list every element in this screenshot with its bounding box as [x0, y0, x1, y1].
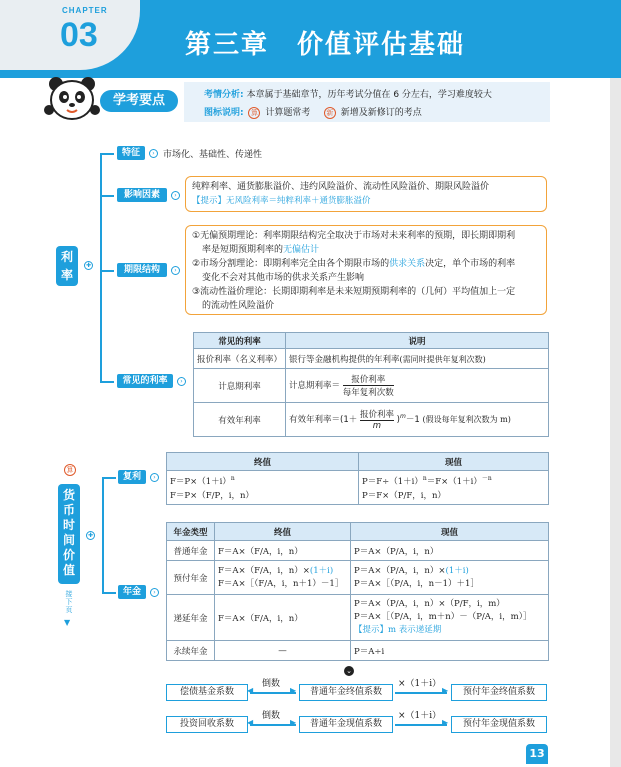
- chapter-number: 03: [60, 16, 98, 54]
- table-row: 报价利率（名义利率） 银行等金融机构提供的年利率(需同时提供年复利次数): [194, 349, 549, 369]
- compound-table: 终值 现值 $F=P\times(1+i)^n$ F＝P×（F/P，i，n） $P=F\div(1+i)^n=F\times(1+i)^{-n}$ P＝F×（P/F，i，n）: [166, 452, 549, 505]
- arrow-right-line: [395, 692, 447, 694]
- arrow-right-icon: ›: [171, 191, 180, 200]
- compound-label: 复利: [118, 470, 146, 484]
- reciprocal-label: 倒数: [262, 711, 281, 721]
- chevron-down-icon: ▼: [64, 618, 71, 627]
- factor-label: 影响因素: [117, 188, 167, 202]
- arrow-right-icon: ›: [150, 473, 159, 482]
- table-row: 计息期利率 计息期利率＝ 报价利率 每年复利次数: [194, 369, 549, 403]
- exam-info-box: [184, 82, 550, 122]
- arrow-right-icon: ›: [171, 266, 180, 275]
- table-row: 预付年金 F＝A×（F/A，i，n）×(1＋i) F＝A×［（F/A，i，n＋1）－1］ P＝A×（P/A，i，n）×(1＋i) P＝A×［（P/A，i，n－1）＋1］: [167, 561, 549, 595]
- ordinary-pv-box: 普通年金现值系数: [299, 716, 393, 733]
- expand-icon: ✚: [87, 532, 94, 539]
- calc-icon: 算: [64, 464, 76, 476]
- page-number: 13: [526, 744, 548, 764]
- table-row: $F=P\times(1+i)^n$ F＝P×（F/P，i，n） $P=F\div(1+i)^n=F\times(1+i)^{-n}$ P＝F×（P/F，i，n）: [167, 471, 549, 505]
- table-row: 递延年金 F＝A×（F/A，i，n） P＝A×（P/A，i，n）×（P/F，i，m） P＝A×［（P/A，i，m＋n）－（P/A，i，m）］ 【提示】m 表示递延期: [167, 595, 549, 641]
- branch-line: [100, 153, 102, 382]
- due-fv-box: 预付年金终值系数: [451, 684, 547, 701]
- annuity-label: 年金: [118, 585, 146, 599]
- capital-recovery-box: 投资回收系数: [166, 716, 248, 733]
- multiply-label: ×（1＋i）: [398, 711, 442, 721]
- new-icon: 新: [324, 107, 336, 119]
- exam-points-badge: 学考要点: [100, 90, 178, 112]
- table-row: 有效年利率 有效年利率＝(1＋ 报价利率 m )$^m$－1 (假设每年复利次数为 m): [194, 403, 549, 437]
- ordinary-fv-box: 普通年金终值系数: [299, 684, 393, 701]
- term-box: ①无偏预期理论：利率期限结构完全取决于市场对未来利率的预期，即长期即期利 率是短期预期利率的无偏估计 ②市场分割理论：即期利率完全由各个期限市场的供求关系决定，单个市场的利率 变化不会对其他市场的供求关系产生影响 ③流动性溢价理论：长期即期利率是未来短期预期利率的（几何）平均值加上一定 的流动性风险溢价: [185, 225, 547, 315]
- tvm-root: 货币时间价值: [58, 484, 80, 584]
- chapter-title: 第三章 价值评估基础: [185, 30, 466, 60]
- icon-legend: 图标说明: 算 计算题常考 新 新增及新修订的考点: [204, 108, 422, 118]
- annuity-table: 年金类型 终值 现值 普通年金 F＝A×（F/A，i，n） P＝A×（P/A，i，n） 预付年金 F＝A×（F/A，i，n）×(1＋i) F＝A×［（F/A，i，n＋1）－1］ P＝A×（P/A，i，n）×(1＋i) P＝A×［（P/A，i，n－1）＋1］ 递延年金 F＝A×（F/A，i，n） P＝A×（P/A，i，n）×（P/F，i，m） P＝A×［（P/A，i，m＋n）－（P/A，i，m）］ 【提示】m 表示递延期 永续年金 — P＝A÷i: [166, 522, 549, 661]
- sinking-fund-box: 偿债基金系数: [166, 684, 248, 701]
- arrow-right-line: [395, 724, 447, 726]
- panda-mascot-icon: [44, 72, 100, 124]
- arrow-right-icon: ›: [150, 588, 159, 597]
- exam-analysis: 考情分析: 本章属于基础章节，历年考试分值在 6 分左右，学习难度较大: [204, 90, 492, 100]
- feature-text: 市场化、基础性、传递性: [163, 150, 263, 160]
- interest-root: 利率: [56, 246, 78, 286]
- next-page-note: 接下页: [65, 590, 73, 614]
- due-pv-box: 预付年金现值系数: [451, 716, 547, 733]
- chevron-down-icon: ⌄: [344, 666, 354, 676]
- multiply-label: ×（1＋i）: [398, 679, 442, 689]
- expand-icon: ✚: [85, 262, 92, 269]
- common-rate-table: 常见的利率 说明 报价利率（名义利率） 银行等金融机构提供的年利率(需同时提供年复利次数) 计息期利率 计息期利率＝ 报价利率 每年复利次数 有效年利率 有效年利率＝(1＋ 报价利率 m )$^m$－1 (假设每年复利次数为 m): [193, 332, 549, 437]
- arrow-right-icon: ›: [149, 149, 158, 158]
- branch-line: [102, 477, 104, 593]
- term-label: 期限结构: [117, 263, 167, 277]
- factor-box: 纯粹利率、通货膨胀溢价、违约风险溢价、流动性风险溢价、期限风险溢价 【提示】无风险利率＝纯粹利率＋通货膨胀溢价: [185, 176, 547, 212]
- table-row: 普通年金 F＝A×（F/A，i，n） P＝A×（P/A，i，n）: [167, 541, 549, 561]
- page-edge: [610, 78, 621, 767]
- table-row: 永续年金 — P＝A÷i: [167, 641, 549, 661]
- common-rate-label: 常见的利率: [117, 374, 173, 388]
- chapter-label: CHAPTER: [62, 6, 108, 15]
- calc-icon: 算: [248, 107, 260, 119]
- reciprocal-label: 倒数: [262, 679, 281, 689]
- arrow-right-icon: ›: [177, 377, 186, 386]
- feature-label: 特征: [117, 146, 145, 160]
